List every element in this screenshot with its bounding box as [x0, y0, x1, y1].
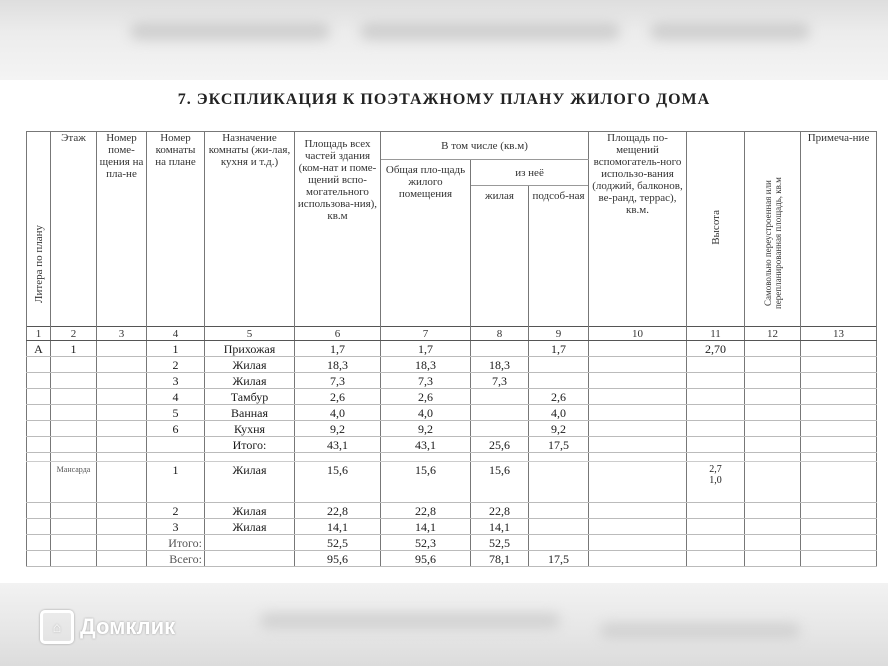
- header-samovolno: Самовольно переустроенная или перепланированная площадь, кв.м: [762, 177, 783, 309]
- table-row: Мансарда 1 Жилая 15,6 15,6 15,6 2,7 1,0: [27, 462, 877, 503]
- watermark-text: Домклик: [80, 614, 176, 639]
- table-row: 4 Тамбур 2,6 2,6 2,6: [27, 389, 877, 405]
- header-zhilaya: жилая: [471, 186, 529, 327]
- header-vysota: Высота: [709, 210, 722, 245]
- house-icon: ⌂: [40, 610, 74, 644]
- explication-table: [26, 131, 877, 567]
- top-blur-band: [0, 0, 888, 80]
- header-naznachenie: Назначение комнаты (жи-лая, кухня и т.д.): [205, 132, 295, 327]
- table-row: А 1 1 Прихожая 1,7 1,7 1,7 2,70: [27, 341, 877, 357]
- itogo-row-mansarda: Итого: 52,5 52,3 52,5: [27, 535, 877, 551]
- document-title: 7. ЭКСПЛИКАЦИЯ К ПОЭТАЖНОМУ ПЛАНУ ЖИЛОГО ДОМА: [177, 91, 711, 108]
- header-podsobnaya: подсоб-ная: [529, 186, 589, 327]
- header-nomer-pomeshcheniya: Номер поме-щения на пла-не: [97, 132, 147, 327]
- table-row: 6 Кухня 9,2 9,2 9,2: [27, 421, 877, 437]
- vsego-row: Всего: 95,6 95,6 78,1 17,5: [27, 551, 877, 567]
- table-row: 2 Жилая 18,3 18,3 18,3: [27, 357, 877, 373]
- header-nomer-komnaty: Номер комнаты на плане: [147, 132, 205, 327]
- table-row: 3 Жилая 14,1 14,1 14,1: [27, 519, 877, 535]
- header-iz-nee: из неё: [471, 160, 589, 186]
- header-vspomog: Площадь по-мещений вспомогатель-ного использо-вания (лоджий, балконов, ве-ранд, террас), кв.м.: [589, 132, 687, 327]
- table-row: 5 Ванная 4,0 4,0 4,0: [27, 405, 877, 421]
- header-v-tom-chisle: В том числе (кв.м): [381, 132, 589, 160]
- column-number-row: 1 2 3 4 5 6 7 8 9 10 11 12 13: [27, 327, 877, 341]
- domclick-watermark: [40, 610, 175, 644]
- table-row: 3 Жилая 7,3 7,3 7,3: [27, 373, 877, 389]
- header-etazh: Этаж: [51, 132, 97, 327]
- header-litera: Литера по плану: [32, 225, 45, 303]
- header-primechanie: Примеча-ние: [801, 132, 877, 327]
- header-obshchaya: Общая пло-щадь жилого помещения: [381, 160, 471, 327]
- itogo-row-floor1: Итого: 43,1 43,1 25,6 17,5: [27, 437, 877, 453]
- table-row: 2 Жилая 22,8 22,8 22,8: [27, 503, 877, 519]
- header-ploshchad-vsekh: Площадь всех частей здания (ком-нат и поме-щений вспо-могательного использова-ния), кв.м: [295, 132, 381, 327]
